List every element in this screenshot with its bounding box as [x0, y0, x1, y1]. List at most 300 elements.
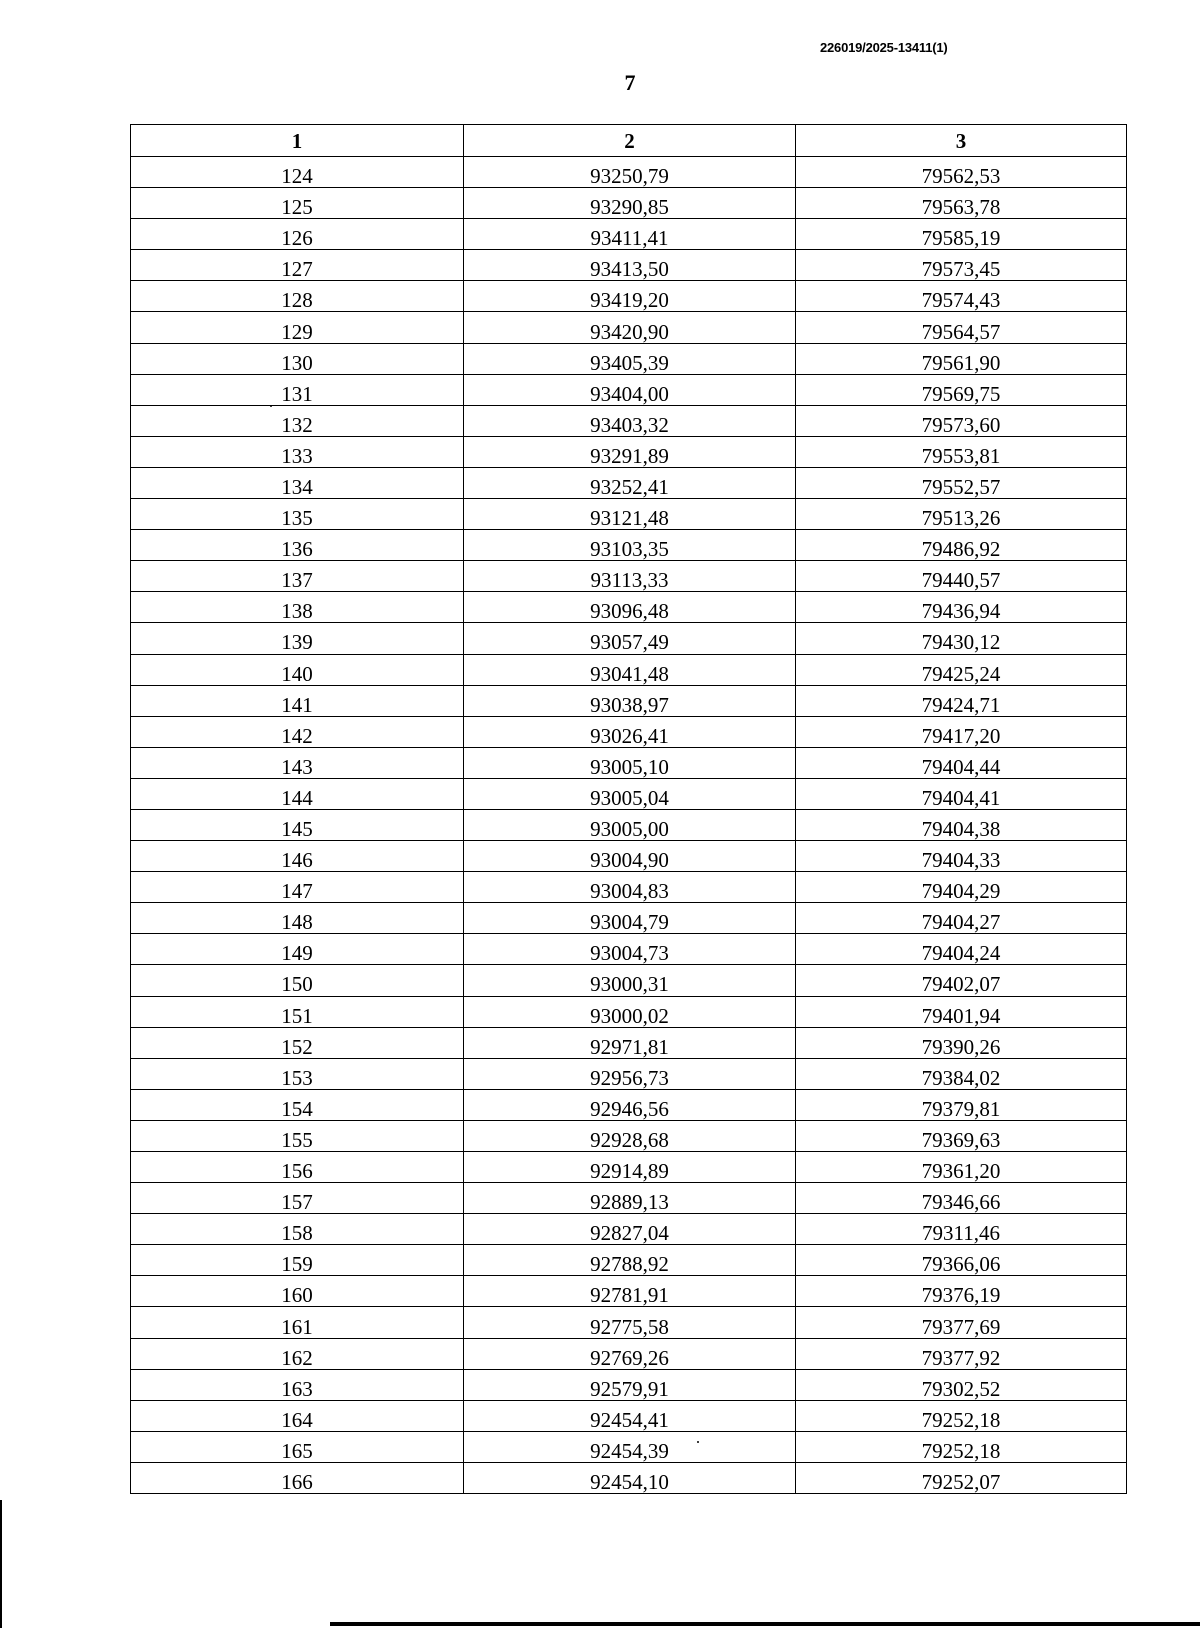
table-cell-col-2: [464, 965, 796, 996]
table-cell-col-3: [796, 405, 1127, 436]
table-cell-col-3: [796, 530, 1127, 561]
cell-value: 79404,33: [921, 848, 1001, 873]
cell-value: 140: [281, 661, 313, 686]
table-cell-col-3: [796, 903, 1127, 934]
table-row: [131, 467, 1127, 498]
table-cell-col-1: [131, 312, 464, 343]
table-row: [131, 778, 1127, 809]
cell-value: 79513,26: [921, 506, 1001, 531]
cell-value: 93005,04: [590, 785, 669, 810]
cell-value: 154: [281, 1096, 313, 1121]
cell-value: 79440,57: [921, 568, 1001, 593]
cell-value: 79377,92: [921, 1345, 1001, 1370]
table-row: [131, 1089, 1127, 1120]
table-row: [131, 1058, 1127, 1089]
table-row: [131, 530, 1127, 561]
table-cell-col-1: [131, 561, 464, 592]
table-cell-col-3: [796, 219, 1127, 250]
table-cell-col-1: [131, 436, 464, 467]
table-cell-col-2: [464, 1120, 796, 1151]
table-cell-col-3: [796, 1369, 1127, 1400]
cell-value: 79573,45: [921, 257, 1001, 282]
table-row: [131, 561, 1127, 592]
cell-value: 93057,49: [590, 630, 669, 655]
table-cell-col-3: [796, 654, 1127, 685]
table-cell-col-1: [131, 1120, 464, 1151]
cell-value: 136: [281, 537, 313, 562]
table-row: [131, 809, 1127, 840]
table-cell-col-1: [131, 934, 464, 965]
table-cell-col-3: [796, 841, 1127, 872]
table-row: [131, 934, 1127, 965]
table-cell-col-3: [796, 623, 1127, 654]
cell-value: 153: [281, 1065, 313, 1090]
table-cell-col-1: [131, 654, 464, 685]
cell-value: 93413,50: [590, 257, 669, 282]
cell-value: 165: [281, 1438, 313, 1463]
table-row: [131, 996, 1127, 1027]
table-cell-col-1: [131, 747, 464, 778]
cell-value: 141: [281, 692, 313, 717]
table-cell-col-1: [131, 499, 464, 530]
cell-value: 150: [281, 972, 313, 997]
cell-value: 137: [281, 568, 313, 593]
cell-value: 79430,12: [921, 630, 1001, 655]
table-row: [131, 903, 1127, 934]
cell-value: 144: [281, 785, 313, 810]
table-cell-col-1: [131, 281, 464, 312]
table-cell-col-3: [796, 374, 1127, 405]
table-row: [131, 716, 1127, 747]
table-cell-col-2: [464, 374, 796, 405]
table-cell-col-1: [131, 623, 464, 654]
table-row: [131, 623, 1127, 654]
table-row: [131, 1307, 1127, 1338]
table-cell-col-3: [796, 1400, 1127, 1431]
table-cell-col-3: [796, 1214, 1127, 1245]
cell-value: 93250,79: [590, 164, 669, 189]
table-cell-col-2: [464, 1058, 796, 1089]
table-cell-col-1: [131, 778, 464, 809]
cell-value: 127: [281, 257, 313, 282]
scan-speck: [697, 1441, 699, 1443]
cell-value: 93419,20: [590, 288, 669, 313]
cell-value: 129: [281, 319, 313, 344]
table-cell-col-1: [131, 1245, 464, 1276]
table-cell-col-2: [464, 872, 796, 903]
cell-value: 147: [281, 879, 313, 904]
table-row: [131, 374, 1127, 405]
table-cell-col-1: [131, 1462, 464, 1493]
cell-value: 93005,10: [590, 754, 669, 779]
table-cell-col-3: [796, 1058, 1127, 1089]
cell-value: 93291,89: [590, 443, 669, 468]
table-cell-col-3: [796, 685, 1127, 716]
cell-value: 92769,26: [590, 1345, 669, 1370]
cell-value: 93113,33: [590, 568, 669, 593]
cell-value: 130: [281, 350, 313, 375]
table-cell-col-3: [796, 188, 1127, 219]
table-cell-col-2: [464, 467, 796, 498]
table-cell-col-2: [464, 934, 796, 965]
cell-value: 79311,46: [922, 1221, 1000, 1246]
cell-value: 93121,48: [590, 506, 669, 531]
cell-value: 93004,79: [590, 910, 669, 935]
table-row: [131, 841, 1127, 872]
cell-value: 143: [281, 754, 313, 779]
table-cell-col-2: [464, 1183, 796, 1214]
table-cell-col-3: [796, 281, 1127, 312]
table-cell-col-1: [131, 374, 464, 405]
table-row: [131, 685, 1127, 716]
table-cell-col-3: [796, 343, 1127, 374]
table-cell-col-1: [131, 1089, 464, 1120]
cell-value: 79384,02: [921, 1065, 1001, 1090]
table-row: [131, 1338, 1127, 1369]
table-row: [131, 1400, 1127, 1431]
cell-value: 93005,00: [590, 817, 669, 842]
table-row: [131, 157, 1127, 188]
cell-value: 79377,69: [921, 1314, 1001, 1339]
table-cell-col-2: [464, 219, 796, 250]
table-cell-col-1: [131, 1058, 464, 1089]
cell-value: 79402,07: [921, 972, 1001, 997]
cell-value: 93004,90: [590, 848, 669, 873]
table-row: [131, 747, 1127, 778]
table-cell-col-2: [464, 281, 796, 312]
table-cell-col-1: [131, 1152, 464, 1183]
cell-value: 93290,85: [590, 195, 669, 220]
table-cell-col-3: [796, 1462, 1127, 1493]
table-cell-col-2: [464, 903, 796, 934]
table-cell-col-1: [131, 405, 464, 436]
table-cell-col-1: [131, 1214, 464, 1245]
table-row: [131, 436, 1127, 467]
table-cell-col-1: [131, 841, 464, 872]
table-cell-col-1: [131, 1276, 464, 1307]
table-row: [131, 1120, 1127, 1151]
cell-value: 92788,92: [590, 1252, 669, 1277]
table-row: [131, 1152, 1127, 1183]
cell-value: 93038,97: [590, 692, 669, 717]
table-cell-col-2: [464, 747, 796, 778]
cell-value: 162: [281, 1345, 313, 1370]
table-cell-col-2: [464, 1400, 796, 1431]
table-cell-col-3: [796, 934, 1127, 965]
cell-value: 157: [281, 1190, 313, 1215]
table-row: [131, 281, 1127, 312]
cell-value: 79569,75: [921, 381, 1001, 406]
table-cell-col-1: [131, 809, 464, 840]
cell-value: 93004,73: [590, 941, 669, 966]
cell-value: 131: [281, 381, 313, 406]
cell-value: 79573,60: [921, 412, 1001, 437]
cell-value: 79404,41: [921, 785, 1001, 810]
cell-value: 79376,19: [921, 1283, 1001, 1308]
table-cell-col-3: [796, 157, 1127, 188]
table-row: [131, 654, 1127, 685]
table-cell-col-3: [796, 592, 1127, 623]
table-cell-col-1: [131, 1431, 464, 1462]
cell-value: 93404,00: [590, 381, 669, 406]
table-cell-col-2: [464, 1338, 796, 1369]
table-cell-col-2: [464, 436, 796, 467]
scan-edge-mark: [0, 1500, 2, 1628]
table-cell-col-3: [796, 1276, 1127, 1307]
table-cell-col-3: [796, 1307, 1127, 1338]
table-row: [131, 343, 1127, 374]
table-cell-col-2: [464, 250, 796, 281]
table-cell-col-3: [796, 312, 1127, 343]
table-cell-col-1: [131, 1307, 464, 1338]
table-cell-col-2: [464, 1369, 796, 1400]
table-cell-col-3: [796, 872, 1127, 903]
table-cell-col-1: [131, 903, 464, 934]
table-cell-col-2: [464, 312, 796, 343]
cell-value: 79361,20: [921, 1159, 1001, 1184]
column-header-1: 1: [131, 125, 464, 157]
cell-value: 125: [281, 195, 313, 220]
table-cell-col-2: [464, 561, 796, 592]
table-cell-col-2: [464, 654, 796, 685]
cell-value: 79552,57: [921, 474, 1001, 499]
column-header-3: 3: [796, 125, 1127, 157]
cell-value: 93041,48: [590, 661, 669, 686]
cell-value: 79425,24: [921, 661, 1001, 686]
table-row: [131, 499, 1127, 530]
table-cell-col-3: [796, 716, 1127, 747]
table-cell-col-3: [796, 965, 1127, 996]
cell-value: 92971,81: [590, 1034, 669, 1059]
table-cell-col-3: [796, 1027, 1127, 1058]
cell-value: 79379,81: [921, 1096, 1001, 1121]
cell-value: 79369,63: [921, 1127, 1001, 1152]
table-cell-col-2: [464, 685, 796, 716]
cell-value: 79486,92: [921, 537, 1001, 562]
table-cell-col-3: [796, 1431, 1127, 1462]
table-cell-col-2: [464, 343, 796, 374]
table-cell-col-2: [464, 841, 796, 872]
table-cell-col-2: [464, 1462, 796, 1493]
cell-value: 93096,48: [590, 599, 669, 624]
cell-value: 79564,57: [921, 319, 1001, 344]
table-row: [131, 219, 1127, 250]
cell-value: 92579,91: [590, 1376, 669, 1401]
cell-value: 79366,06: [921, 1252, 1001, 1277]
table-cell-col-1: [131, 157, 464, 188]
cell-value: 92889,13: [590, 1190, 669, 1215]
table-cell-col-3: [796, 1152, 1127, 1183]
table-cell-col-1: [131, 530, 464, 561]
cell-value: 93411,41: [590, 226, 669, 251]
cell-value: 152: [281, 1034, 313, 1059]
table-row: [131, 1369, 1127, 1400]
cell-value: 93026,41: [590, 723, 669, 748]
cell-value: 79574,43: [921, 288, 1001, 313]
document-id: 226019/2025-13411(1): [820, 40, 948, 55]
cell-value: 93405,39: [590, 350, 669, 375]
table-cell-col-2: [464, 1089, 796, 1120]
table-cell-col-3: [796, 561, 1127, 592]
table-cell-col-1: [131, 343, 464, 374]
table-cell-col-1: [131, 219, 464, 250]
table-cell-col-3: [796, 1183, 1127, 1214]
table-cell-col-2: [464, 499, 796, 530]
cell-value: 93000,31: [590, 972, 669, 997]
table-body: [131, 157, 1127, 1494]
page-number: 7: [624, 70, 636, 95]
cell-value: 79252,18: [921, 1407, 1001, 1432]
table-cell-col-3: [796, 747, 1127, 778]
table-cell-col-1: [131, 1338, 464, 1369]
cell-value: 79390,26: [921, 1034, 1001, 1059]
cell-value: 156: [281, 1159, 313, 1184]
cell-value: 132: [281, 412, 313, 437]
table-cell-col-1: [131, 250, 464, 281]
table-cell-col-2: [464, 996, 796, 1027]
cell-value: 139: [281, 630, 313, 655]
table-cell-col-2: [464, 405, 796, 436]
table-cell-col-1: [131, 716, 464, 747]
table-cell-col-2: [464, 592, 796, 623]
table-cell-col-3: [796, 250, 1127, 281]
cell-value: 93103,35: [590, 537, 669, 562]
cell-value: 79417,20: [921, 723, 1001, 748]
cell-value: 149: [281, 941, 313, 966]
cell-value: 79404,27: [921, 910, 1001, 935]
table-cell-col-2: [464, 716, 796, 747]
cell-value: 160: [281, 1283, 313, 1308]
table-row: [131, 1462, 1127, 1493]
cell-value: 92956,73: [590, 1065, 669, 1090]
table-row: [131, 188, 1127, 219]
bottom-rule: [330, 1622, 1200, 1626]
cell-value: 161: [281, 1314, 313, 1339]
cell-value: 79404,24: [921, 941, 1001, 966]
table-cell-col-3: [796, 467, 1127, 498]
cell-value: 138: [281, 599, 313, 624]
cell-value: 79252,07: [921, 1469, 1001, 1494]
table-cell-col-1: [131, 1369, 464, 1400]
table-header-row: [131, 125, 1127, 157]
table-cell-col-2: [464, 778, 796, 809]
table-cell-col-3: [796, 499, 1127, 530]
table-cell-col-1: [131, 467, 464, 498]
cell-value: 145: [281, 817, 313, 842]
cell-value: 158: [281, 1221, 313, 1246]
table-cell-col-3: [796, 436, 1127, 467]
table-cell-col-2: [464, 188, 796, 219]
cell-value: 92928,68: [590, 1127, 669, 1152]
cell-value: 79424,71: [921, 692, 1001, 717]
table-row: [131, 872, 1127, 903]
cell-value: 79346,66: [921, 1190, 1001, 1215]
table-cell-col-2: [464, 1152, 796, 1183]
cell-value: 79436,94: [921, 599, 1001, 624]
cell-value: 163: [281, 1376, 313, 1401]
table-cell-col-3: [796, 1120, 1127, 1151]
table-cell-col-1: [131, 188, 464, 219]
table-cell-col-1: [131, 872, 464, 903]
table-cell-col-1: [131, 1027, 464, 1058]
cell-value: 135: [281, 506, 313, 531]
table-cell-col-2: [464, 1276, 796, 1307]
cell-value: 92454,41: [590, 1407, 669, 1432]
table-cell-col-3: [796, 1245, 1127, 1276]
scan-speck: [270, 405, 272, 407]
cell-value: 79302,52: [921, 1376, 1001, 1401]
table-row: [131, 1027, 1127, 1058]
table-cell-col-2: [464, 809, 796, 840]
table-cell-col-3: [796, 1338, 1127, 1369]
cell-value: 79585,19: [921, 226, 1001, 251]
coordinates-table: [130, 124, 1127, 1494]
cell-value: 79553,81: [921, 443, 1001, 468]
cell-value: 92454,39: [590, 1438, 669, 1463]
table-cell-col-2: [464, 1245, 796, 1276]
cell-value: 92914,89: [590, 1159, 669, 1184]
cell-value: 79404,29: [921, 879, 1001, 904]
cell-value: 159: [281, 1252, 313, 1277]
table-cell-col-3: [796, 778, 1127, 809]
table-cell-col-1: [131, 1400, 464, 1431]
cell-value: 79404,44: [921, 754, 1001, 779]
table-row: [131, 1183, 1127, 1214]
cell-value: 79562,53: [921, 164, 1001, 189]
table-cell-col-2: [464, 530, 796, 561]
table-row: [131, 1245, 1127, 1276]
table-cell-col-3: [796, 1089, 1127, 1120]
cell-value: 79401,94: [921, 1003, 1001, 1028]
table-cell-col-2: [464, 623, 796, 654]
table-cell-col-1: [131, 685, 464, 716]
cell-value: 92775,58: [590, 1314, 669, 1339]
cell-value: 92946,56: [590, 1096, 669, 1121]
table-cell-col-1: [131, 1183, 464, 1214]
table-cell-col-2: [464, 1431, 796, 1462]
column-header-2: 2: [464, 125, 796, 157]
table-cell-col-1: [131, 592, 464, 623]
table-cell-col-3: [796, 809, 1127, 840]
cell-value: 126: [281, 226, 313, 251]
cell-value: 93420,90: [590, 319, 669, 344]
table-cell-col-1: [131, 965, 464, 996]
table-cell-col-3: [796, 996, 1127, 1027]
cell-value: 128: [281, 288, 313, 313]
cell-value: 79561,90: [921, 350, 1001, 375]
table-row: [131, 250, 1127, 281]
cell-value: 93004,83: [590, 879, 669, 904]
cell-value: 164: [281, 1407, 313, 1432]
cell-value: 146: [281, 848, 313, 873]
cell-value: 92827,04: [590, 1221, 669, 1246]
cell-value: 79563,78: [921, 195, 1001, 220]
cell-value: 93252,41: [590, 474, 669, 499]
cell-value: 93000,02: [590, 1003, 669, 1028]
cell-value: 134: [281, 474, 313, 499]
cell-value: 79252,18: [921, 1438, 1001, 1463]
cell-value: 133: [281, 443, 313, 468]
table-row: [131, 1276, 1127, 1307]
table-row: [131, 405, 1127, 436]
table-cell-col-2: [464, 157, 796, 188]
table-cell-col-2: [464, 1027, 796, 1058]
cell-value: 151: [281, 1003, 313, 1028]
table-row: [131, 592, 1127, 623]
table-row: [131, 1431, 1127, 1462]
cell-value: 124: [281, 164, 313, 189]
cell-value: 148: [281, 910, 313, 935]
